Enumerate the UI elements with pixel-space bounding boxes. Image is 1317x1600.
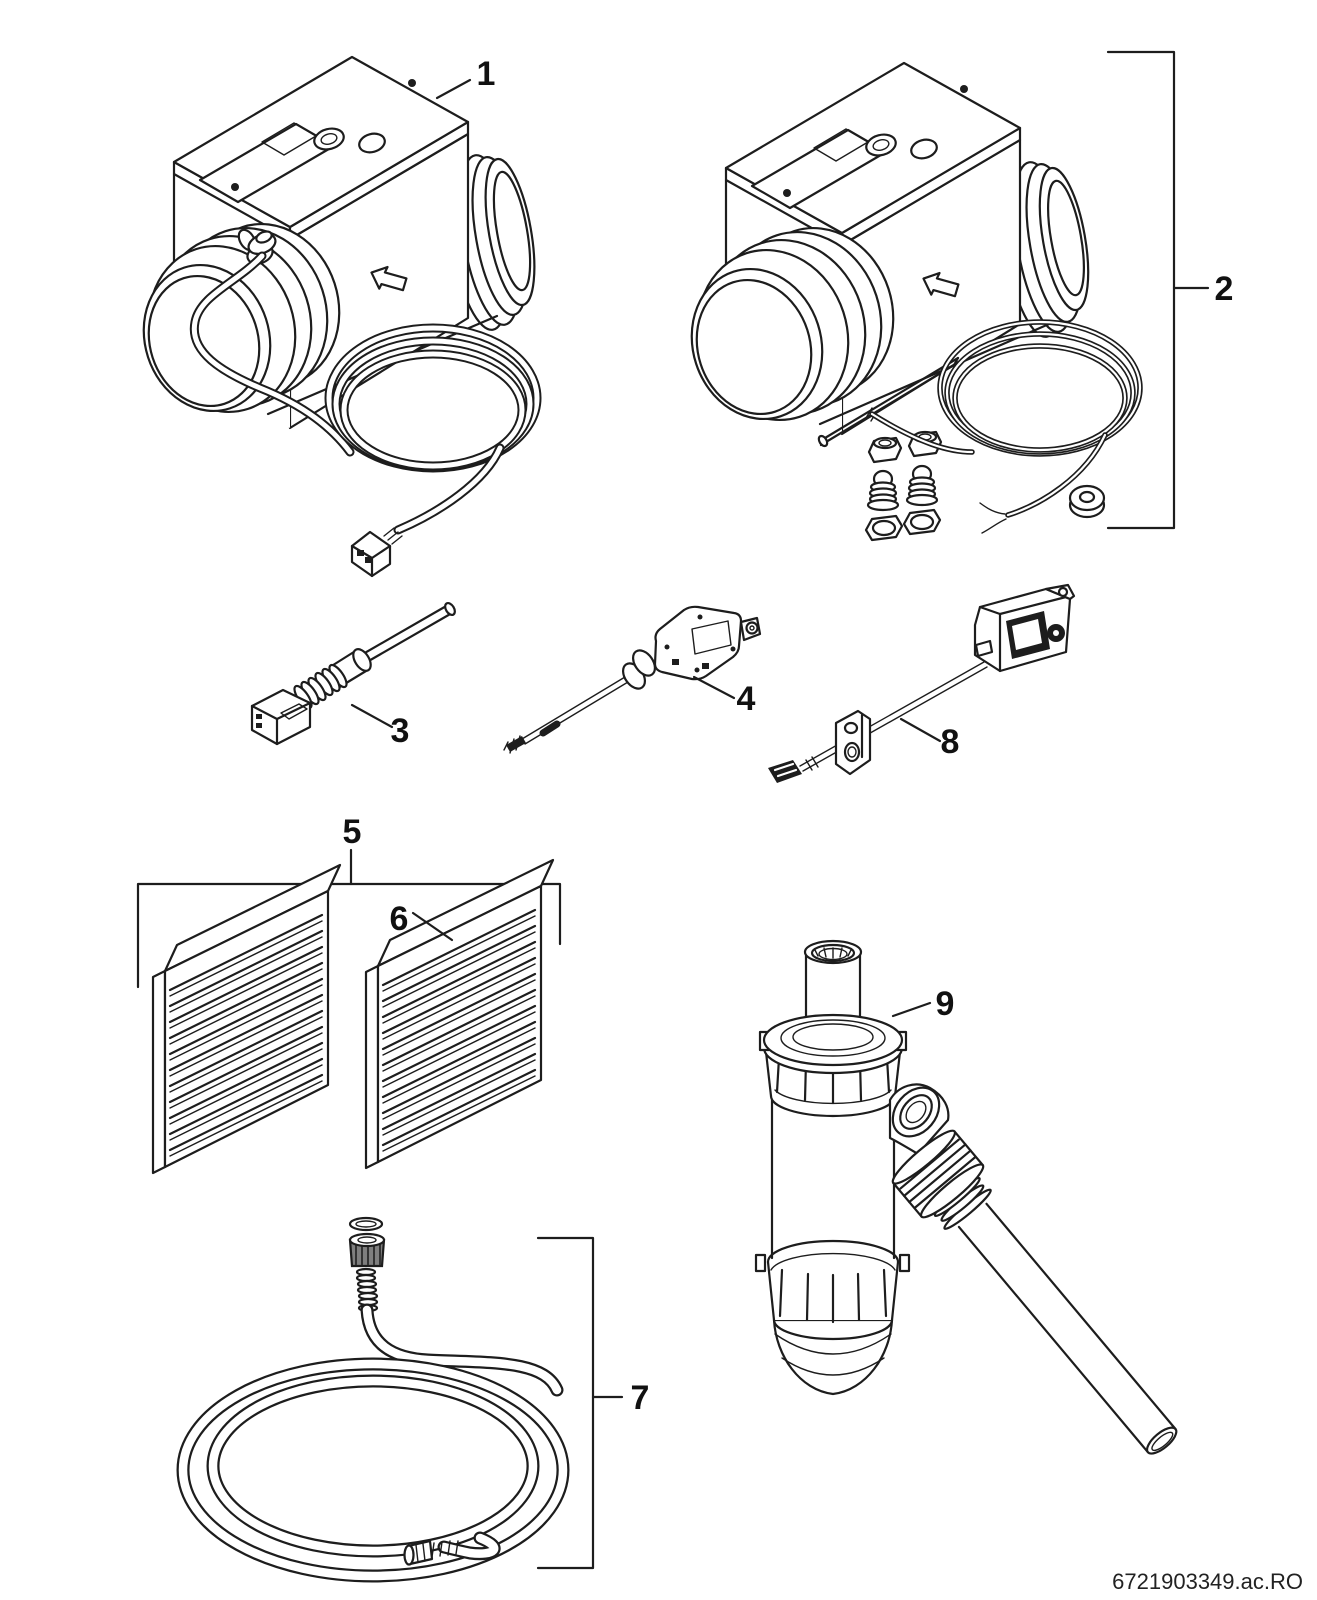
filter-side-face (366, 966, 378, 1168)
callout-6: 6 (389, 900, 409, 938)
leader-line-4 (694, 677, 734, 698)
hose-coil (183, 1310, 563, 1576)
probe-rod-icon (356, 601, 457, 666)
flange-icon (760, 1015, 906, 1073)
cable-connector-icon (768, 760, 802, 783)
part-9-siphon (756, 941, 1197, 1472)
part-2-flow-heater-kit (673, 63, 1140, 540)
part-6-filter-left (153, 865, 340, 1173)
leader-line-9 (893, 1003, 930, 1016)
o-ring-icon (350, 1218, 382, 1230)
part-1-flow-heater-unit (125, 57, 543, 576)
lock-nut-icon (904, 510, 940, 534)
callout-8: 8 (940, 723, 960, 761)
part-4-capillary-sensor (504, 607, 760, 753)
callout-7: 7 (630, 1379, 650, 1417)
callout-1: 1 (476, 55, 496, 93)
leader-line-8 (901, 719, 940, 741)
siphon-body (772, 1098, 894, 1258)
sensor-module-icon (655, 607, 760, 679)
callout-9: 9 (935, 985, 955, 1023)
union-nut-icon (350, 1234, 384, 1266)
document-reference: 6721903349.ac.RO (1112, 1569, 1303, 1594)
callout-4: 4 (736, 680, 756, 718)
leader-line-1 (437, 80, 470, 98)
cap-nut-icon (869, 438, 901, 462)
grommet-icon (1070, 486, 1104, 517)
probe-connector-icon (252, 690, 310, 744)
leader-line-3 (352, 705, 392, 727)
outlet-pipe-icon (986, 1204, 1175, 1429)
bracket-2 (1108, 52, 1174, 528)
bare-wire-icon (980, 503, 1005, 514)
part-8-cable-sensor (768, 585, 1074, 783)
grommet-icon (619, 646, 660, 692)
part-7-drain-hose (183, 1218, 563, 1576)
bottom-dome-icon (774, 1320, 892, 1394)
bare-wire-icon (982, 519, 1006, 533)
callout-3: 3 (390, 712, 410, 750)
callout-5: 5 (342, 813, 362, 851)
lock-nut-icon (866, 516, 902, 540)
callout-2: 2 (1214, 270, 1234, 308)
capillary-lead-icon (504, 674, 633, 753)
branch-nut-and-pipe (888, 1125, 1197, 1472)
cable-connector-icon (352, 528, 402, 576)
part-3-sensor-probe (252, 601, 457, 744)
cable-clamp-icon (836, 711, 870, 774)
side-outlet-branch (883, 1078, 1197, 1472)
sensor-module-icon (975, 585, 1074, 671)
filter-side-face (153, 971, 165, 1173)
compression-fitting-icon (868, 471, 898, 510)
compression-fitting-icon (907, 466, 937, 505)
